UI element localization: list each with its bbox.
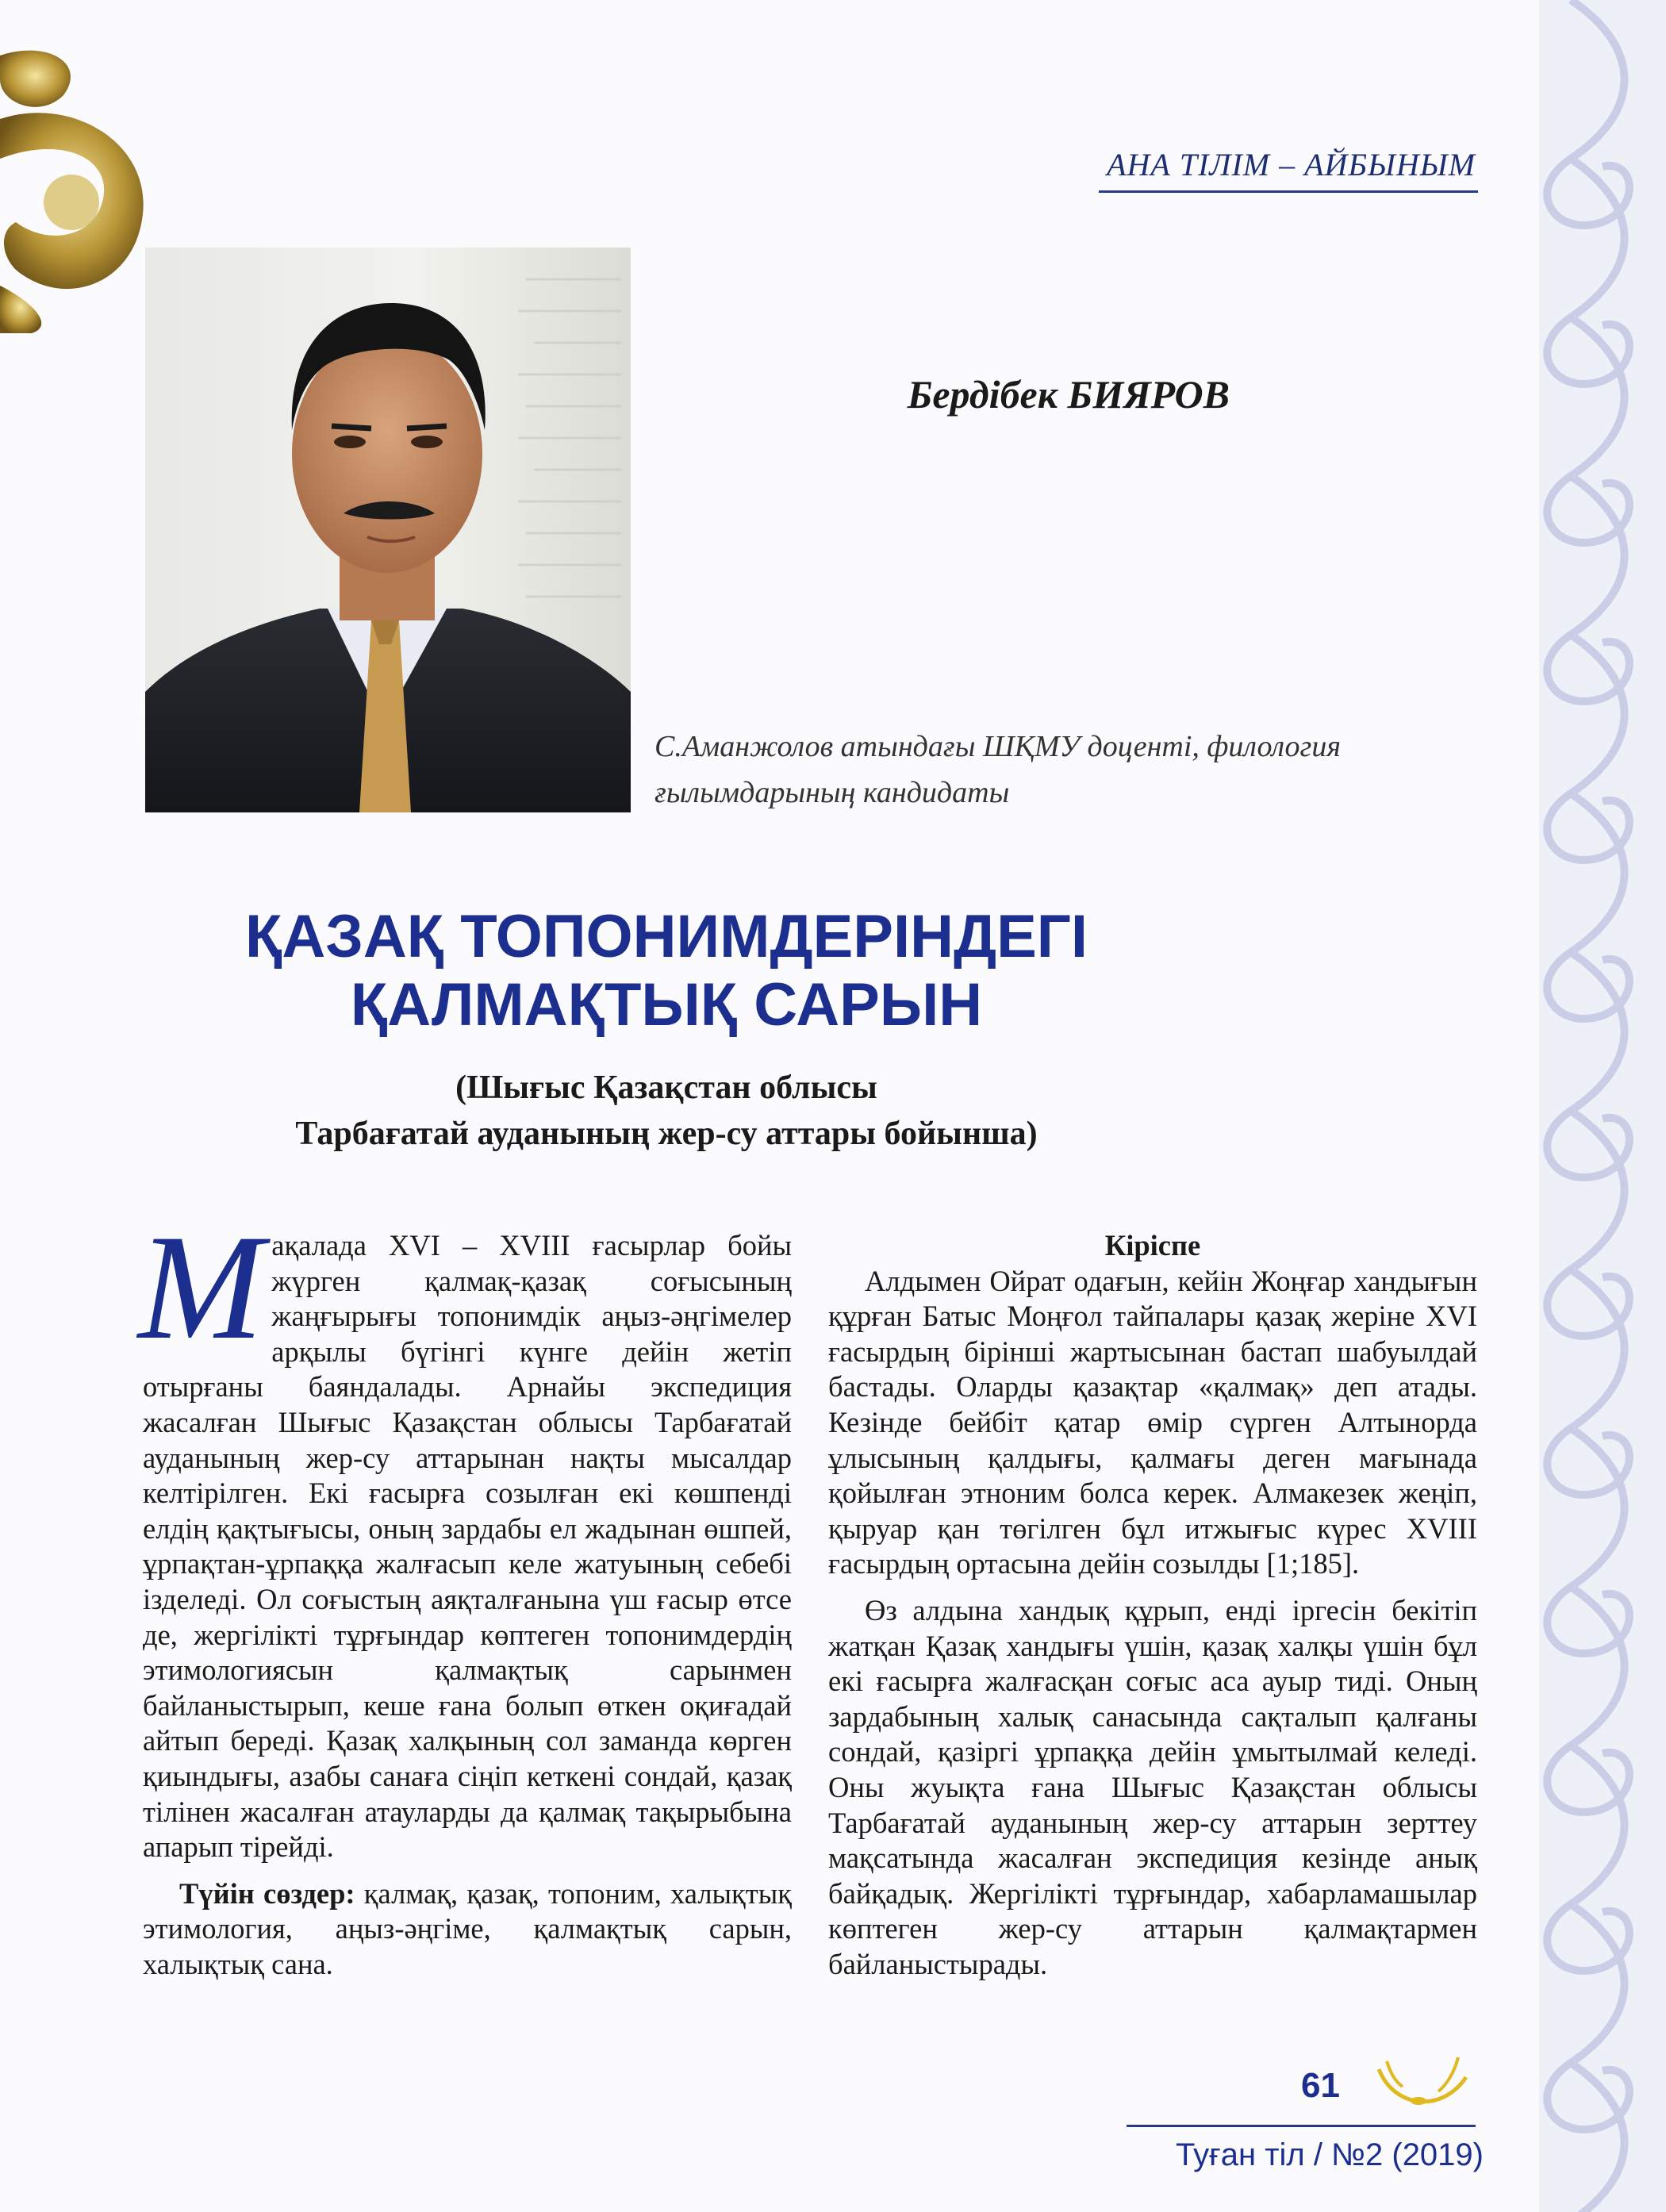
section-header-rule [1099,190,1478,193]
intro-column [828,1228,1477,1982]
article-title-line2: ҚАЛМАҚТЫҚ САРЫН [350,971,983,1039]
article-title [0,903,1333,1039]
article-title-line1: ҚАЗАҚ ТОПОНИМДЕРІНДЕГІ [244,903,1088,970]
author-name: Бердібек БИЯРОВ [907,372,1230,417]
keywords-paragraph [143,1876,792,1983]
intro-paragraph-1: Алдымен Ойрат одағын, кейін Жоңғар хандығын құрған Батыс Моңғол тайпалары қазақ жеріне XVI ғасырдың бірінші жартысынан бастап шабуылдай бастады. Оларды қазақтар «қалмақ» деп атады. Кезінде бейбіт қатар өмір сүрген Алтынорда ұлысының қалдығы, қалмағы деген мағынада қойылған этноним болса керек. Алмакезек жеңіп, қыруар қан төгілген бұл итжығыс күрес XVIII ғасырдың ортасына дейін созылды [1;185]. [828,1264,1477,1580]
article-subtitle [0,1065,1333,1157]
footer-rule [1127,2125,1476,2127]
gold-ornament [0,32,159,333]
portrait-illustration [145,248,631,812]
keywords-text: қалмақ, қазақ, топоним, халықтық этимология, аңыз-әңгіме, қалмақтық сарын, халықтық сана. [143,1876,793,1980]
abstract-paragraph [138,1204,792,1865]
section-header: АНА ТІЛІМ – АЙБЫНЫМ [1107,147,1476,182]
intro-paragraph-2: Өз алдына хандық құрып, енді іргесін бекітіп жатқан Қазақ хандығы үшін, қазақ халқы үшін бұл екі ғасырға жалғасқан соғыс аса ауыр тиді. Оның зардабының халық санасында сақталып қалғаны сондай, қазіргі ұрпаққа дейін ұмытылмай келеді. Оны жуықта ғана Шығыс Қазақстан облысы Тарбағатай ауданының жер-су аттарын зерттеу мақсатында жасалған экспедиция кезінде анық байқадық. Жергілікті тұрғындар, хабарламашылар көптеген жер-су аттарын қалмақтармен байланыстырады. [828,1593,1477,1980]
wheat-ornament-icon [1371,2045,1474,2117]
article-subtitle-line1: (Шығыс Қазақстан облысы [455,1070,877,1106]
author-affiliation: С.Аманжолов атындағы ШҚМУ доценті, филология ғылымдарының кандидаты [654,730,1342,809]
abstract-column [138,1204,793,1982]
intro-heading: Кіріспе [1104,1229,1201,1262]
ornament-border [1539,0,1666,2212]
author-photo [145,248,631,812]
journal-name: Туған тіл / №2 (2019) [1175,2137,1484,2172]
keywords-label: Түйін сөздер: [179,1876,355,1910]
article-subtitle-line2: Тарбағатай ауданының жер-су аттары бойынша) [295,1116,1038,1152]
drop-cap: М [138,1204,264,1371]
page-number: 61 [1301,2066,1340,2105]
abstract-text: ақалада XVI – XVIII ғасырлар бойы жүрген қалмақ-қазақ соғысының жаңғырығы топонимдік аңыз-әңгімелер арқылы бүгінгі күнге дейін жетіп отырғаны баяндалады. Арнайы экспедиция жасалған Шығыс Қазақстан облысы Тарбағатай ауданының жер-су аттарынан нақты мысалдар келтірілген. Екі ғасырға созылған екі көшпенді елдің қақтығысы, оның зардабы ел жадынан өшпей, ұрпақтан-ұрпаққа жалғасып келе жатуының себебі ізделеді. Ол соғыстың аяқталғанына үш ғасыр өтсе де, жергілікті тұрғындар көптеген топонимдердің этимологиясын қалмақтық сарынмен байланыстырып, кеше ғана болып өткен оқиғадай айтып береді. Қазақ халқының сол заманда көрген қиындығы, азабы санаға сіңіп кеткені сондай, қазақ тілінен жасалған атауларды да қалмақ тақырыбына апарып тірейді. [143,1229,792,1864]
